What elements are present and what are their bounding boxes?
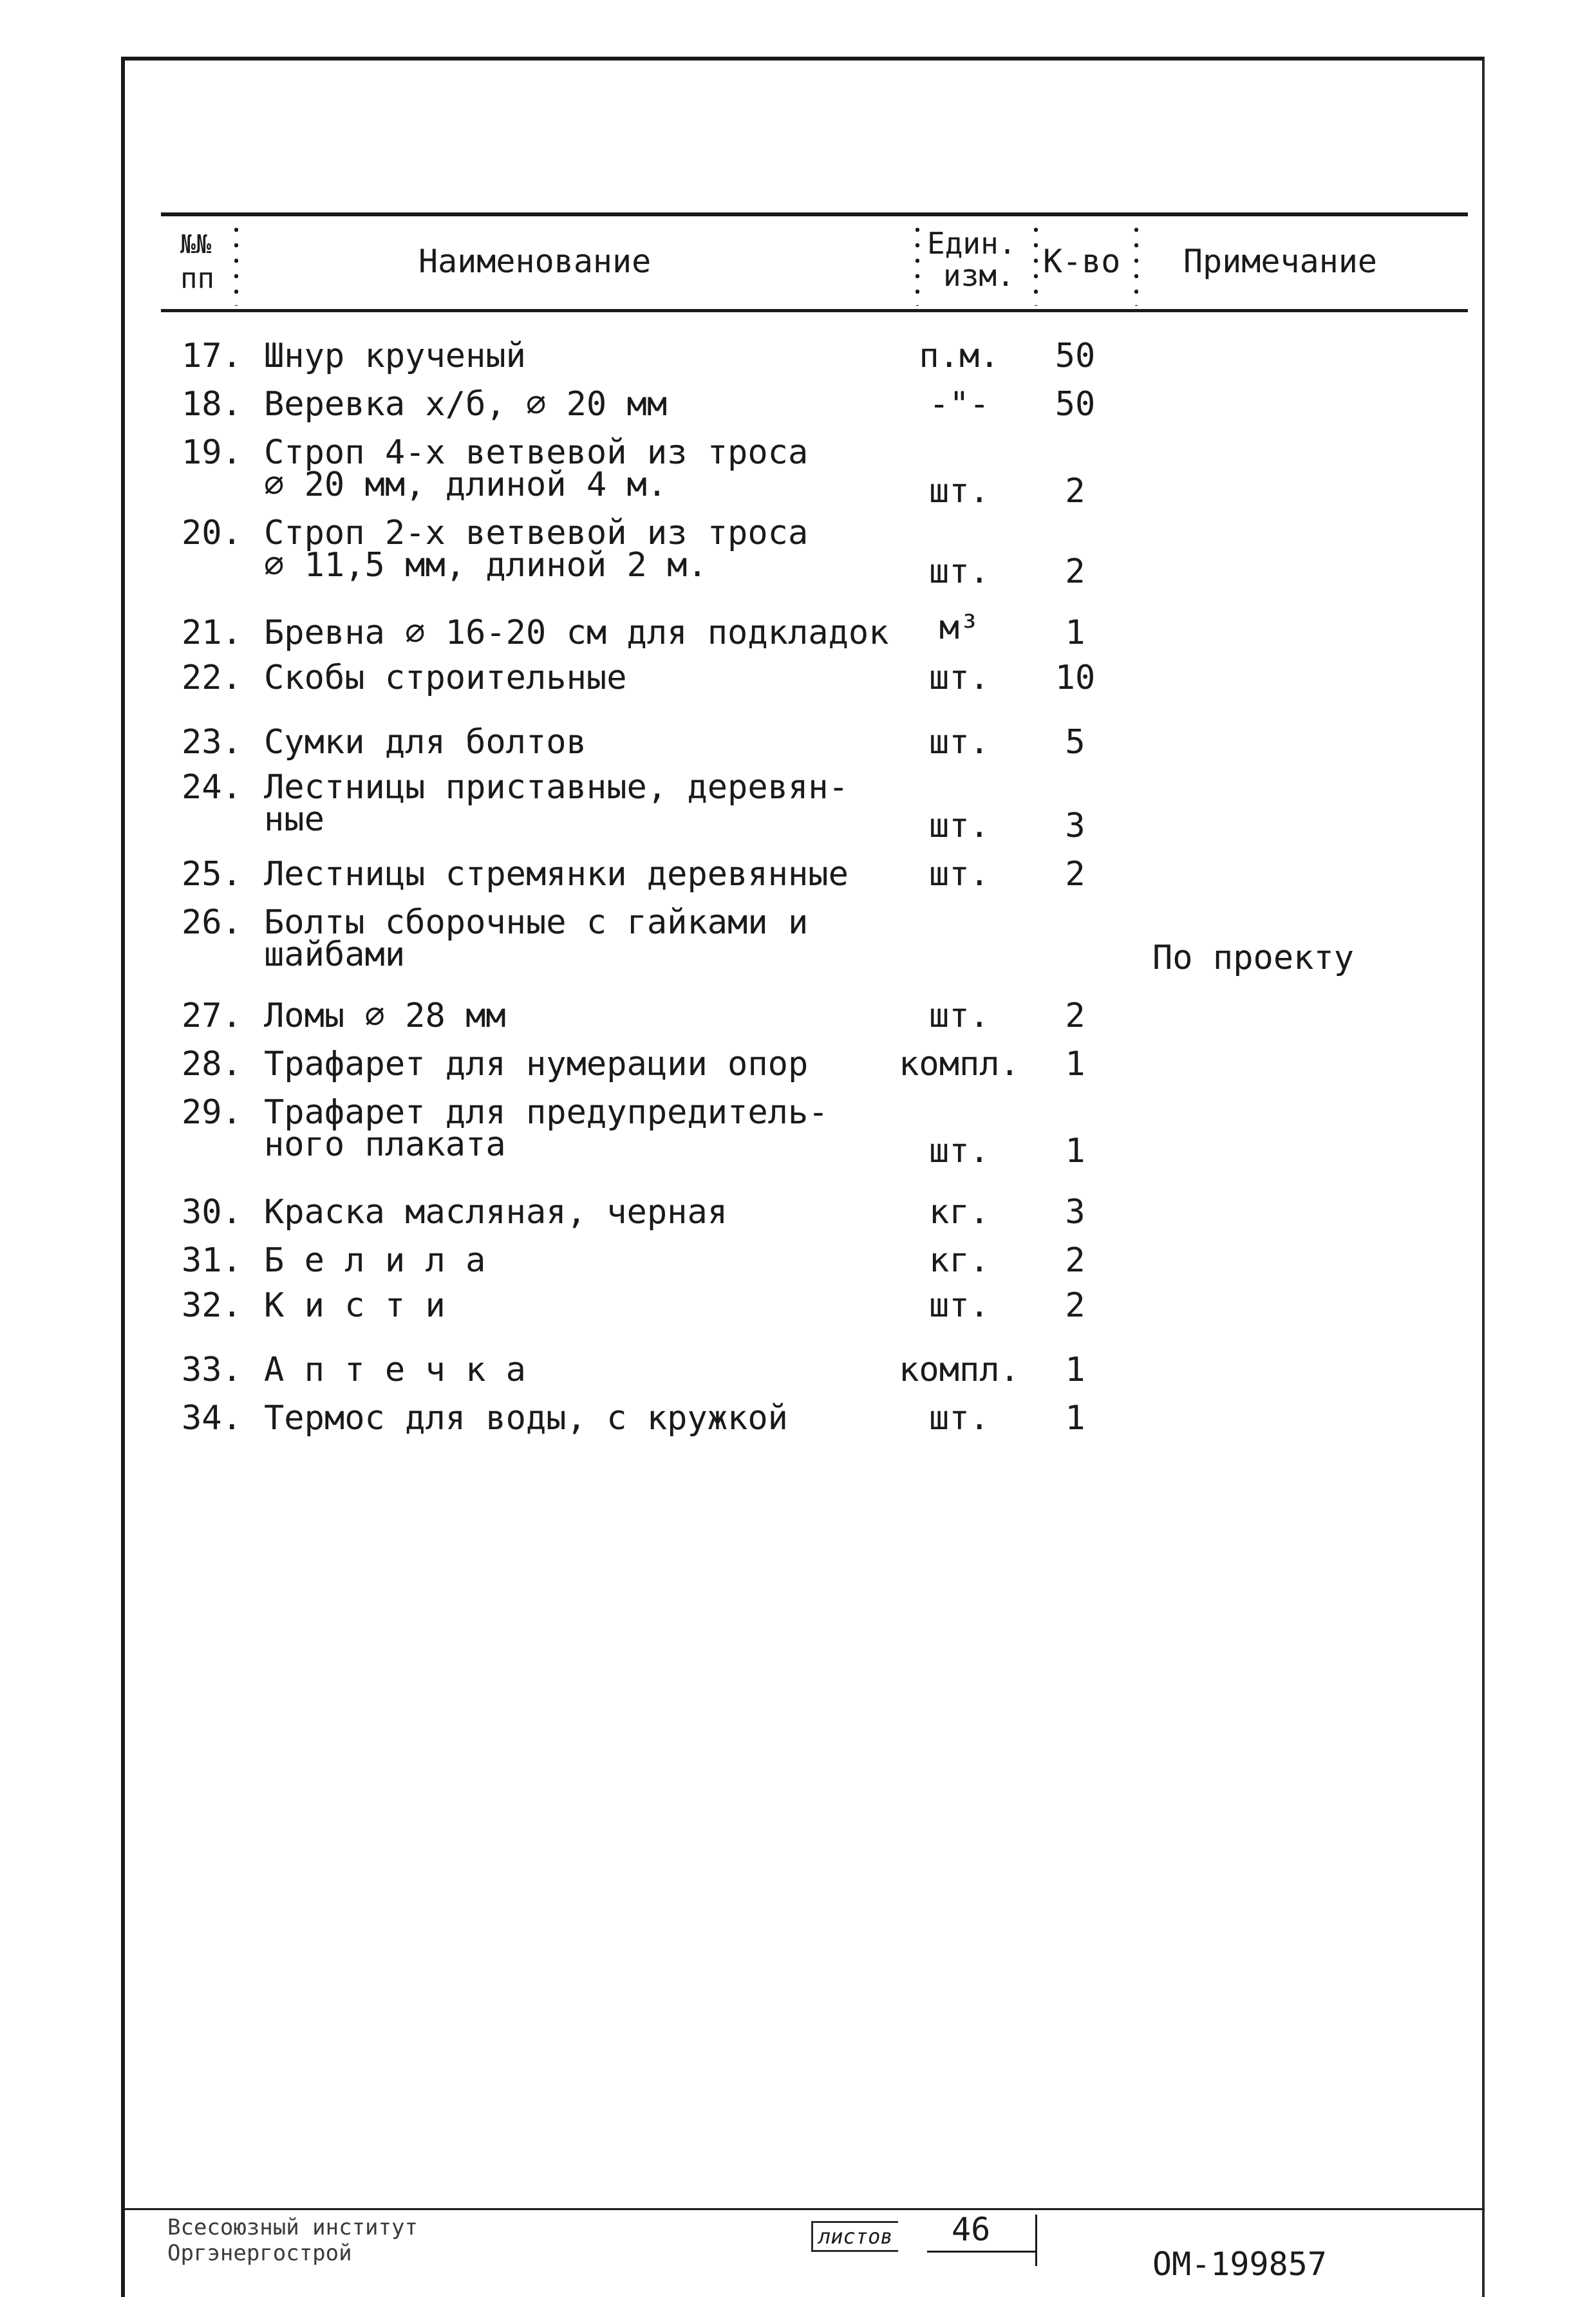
row-name: Термос для воды, с кружкой	[264, 1399, 788, 1438]
row-number: 18.	[182, 385, 242, 424]
header-num-line2: пп	[180, 262, 214, 295]
page-number-divider	[1035, 2215, 1037, 2266]
row-qty: 1	[1065, 1351, 1085, 1389]
row-number: 33.	[182, 1351, 242, 1389]
row-unit: шт.	[929, 659, 990, 697]
row-qty: 50	[1055, 337, 1096, 375]
row-name: Скобы строительные	[264, 659, 627, 697]
row-name-line2: ∅ 20 мм, длиной 4 м.	[264, 465, 668, 504]
page-number-underline	[927, 2251, 1037, 2253]
row-name: Лестницы стремянки деревянные	[264, 855, 849, 894]
table-row	[0, 1046, 1596, 1091]
row-name: Бревна ∅ 16-20 см для подкладок	[264, 614, 889, 652]
row-number: 30.	[182, 1193, 242, 1232]
row-unit: кг.	[929, 1193, 990, 1232]
header-unit-line2: изм.	[943, 258, 1015, 293]
row-qty: 3	[1065, 1193, 1085, 1232]
row-unit: шт.	[929, 723, 990, 762]
row-number: 28.	[182, 1045, 242, 1083]
row-unit: шт.	[929, 1399, 990, 1438]
page-number: 46	[952, 2211, 991, 2248]
header-bottom-rule	[161, 309, 1468, 312]
table-row	[0, 724, 1596, 769]
header-num-line1: №№	[180, 230, 212, 259]
header-top-rule	[161, 212, 1468, 216]
row-name-line1: Лестницы приставные, деревян-	[264, 768, 849, 807]
row-number: 26.	[182, 903, 242, 942]
footer-top-rule	[121, 2208, 1485, 2210]
table-row	[0, 660, 1596, 705]
table-row	[0, 856, 1596, 901]
row-note: По проекту	[1152, 939, 1355, 977]
row-number: 23.	[182, 723, 242, 762]
row-name: Ломы ∅ 28 мм	[264, 997, 506, 1035]
row-number: 24.	[182, 768, 242, 807]
table-row	[0, 998, 1596, 1043]
row-unit: шт.	[929, 807, 990, 845]
row-qty: 3	[1065, 807, 1085, 845]
row-name: Шнур крученый	[264, 337, 526, 375]
table-row	[0, 1400, 1596, 1445]
row-number: 31.	[182, 1241, 242, 1280]
row-name-line1: Болты сборочные с гайками и	[264, 903, 809, 942]
row-qty: 1	[1065, 1132, 1085, 1170]
row-name: Б е л и л а	[264, 1241, 486, 1280]
col-sep-3	[1034, 222, 1038, 306]
row-number: 22.	[182, 659, 242, 697]
header-name: Наименование	[418, 243, 652, 280]
row-name: А п т е ч к а	[264, 1351, 526, 1389]
header-unit-line1: Един.	[927, 226, 1017, 261]
col-sep-1	[234, 222, 238, 306]
institute-name-line2: Оргэнергострой	[167, 2240, 352, 2266]
header-note: Примечание	[1183, 243, 1378, 280]
row-qty: 2	[1065, 997, 1085, 1035]
row-unit: шт.	[929, 855, 990, 894]
table-row	[0, 1242, 1596, 1288]
row-name: Веревка х/б, ∅ 20 мм	[264, 385, 668, 424]
col-sep-4	[1134, 222, 1138, 306]
row-unit: -"-	[929, 385, 990, 424]
row-number: 17.	[182, 337, 242, 375]
row-number: 19.	[182, 433, 242, 472]
row-name-line1: Трафарет для предупредитель-	[264, 1093, 829, 1132]
institute-name-line1: Всесоюзный институт	[167, 2215, 418, 2240]
row-name-line2: шайбами	[264, 935, 406, 974]
table-row	[0, 1352, 1596, 1397]
row-name-line2: ного плаката	[264, 1125, 506, 1164]
row-qty: 1	[1065, 614, 1085, 652]
row-name: Краска масляная, черная	[264, 1193, 728, 1232]
row-number: 32.	[182, 1286, 242, 1325]
table-row	[0, 1094, 1596, 1178]
row-unit: шт.	[929, 472, 990, 511]
col-sep-2	[915, 222, 919, 306]
table-row	[0, 905, 1596, 988]
row-number: 34.	[182, 1399, 242, 1438]
row-unit: п.м.	[919, 337, 1000, 375]
row-unit: шт.	[929, 1286, 990, 1325]
sheet-label: листов	[811, 2221, 898, 2252]
row-unit: м³	[939, 608, 980, 647]
table-row	[0, 435, 1596, 518]
row-qty: 1	[1065, 1045, 1085, 1083]
row-qty: 2	[1065, 855, 1085, 894]
row-number: 21.	[182, 614, 242, 652]
table-row	[0, 1194, 1596, 1239]
table-row	[0, 769, 1596, 853]
row-unit: компл.	[899, 1045, 1020, 1083]
row-name-line1: Строп 2-х ветвевой из троса	[264, 514, 809, 552]
row-name-line2: ∅ 11,5 мм, длиной 2 м.	[264, 546, 708, 585]
row-name-line1: Строп 4-х ветвевой из троса	[264, 433, 809, 472]
row-qty: 2	[1065, 1241, 1085, 1280]
row-number: 29.	[182, 1093, 242, 1132]
row-qty: 2	[1065, 552, 1085, 591]
row-unit: шт.	[929, 1132, 990, 1170]
row-qty: 2	[1065, 1286, 1085, 1325]
row-name: Трафарет для нумерации опор	[264, 1045, 809, 1083]
row-name: Сумки для болтов	[264, 723, 587, 762]
row-qty: 1	[1065, 1399, 1085, 1438]
header-qty: К-во	[1043, 243, 1121, 280]
row-number: 25.	[182, 855, 242, 894]
table-row	[0, 515, 1596, 599]
row-unit: кг.	[929, 1241, 990, 1280]
row-name: К и с т и	[264, 1286, 446, 1325]
row-qty: 10	[1055, 659, 1096, 697]
row-number: 27.	[182, 997, 242, 1035]
row-qty: 2	[1065, 472, 1085, 511]
row-name-line2: ные	[264, 800, 324, 839]
row-number: 20.	[182, 514, 242, 552]
row-qty: 5	[1065, 723, 1085, 762]
row-qty: 50	[1055, 385, 1096, 424]
table-row	[0, 338, 1596, 383]
document-code: ОМ-199857	[1152, 2245, 1327, 2283]
table-row	[0, 1288, 1596, 1333]
table-row	[0, 608, 1596, 660]
row-unit: шт.	[929, 552, 990, 591]
row-unit: компл.	[899, 1351, 1020, 1389]
table-row	[0, 386, 1596, 431]
row-unit: шт.	[929, 997, 990, 1035]
